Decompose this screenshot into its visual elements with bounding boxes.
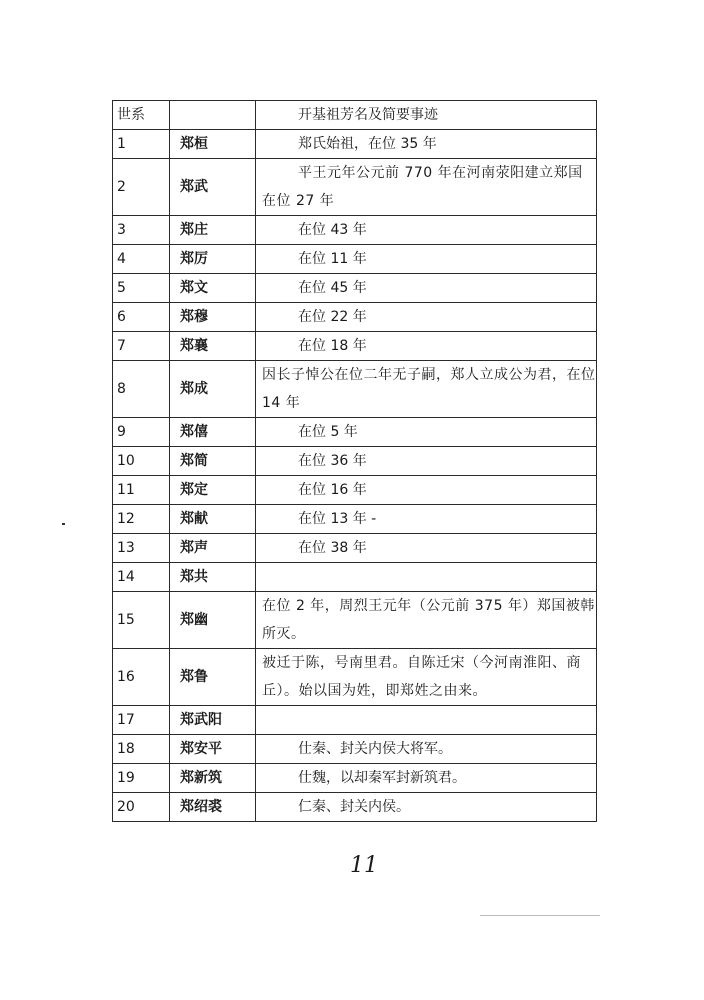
generation-cell: 5 xyxy=(113,274,170,303)
deeds-cell xyxy=(256,159,597,216)
deeds-cell xyxy=(256,476,597,505)
page-number: 11 xyxy=(350,853,378,878)
generation-cell: 11 xyxy=(113,476,170,505)
generation-cell: 4 xyxy=(113,245,170,274)
ancestor-name-cell: 郑厉 xyxy=(170,245,256,274)
ancestor-name-cell: 郑桓 xyxy=(170,130,256,159)
generation-cell: 12 xyxy=(113,505,170,534)
genealogy-table xyxy=(112,100,597,822)
deeds-text: 在位 16 年 xyxy=(298,482,367,498)
deeds-cell xyxy=(256,216,597,245)
table-row xyxy=(113,361,597,418)
table-body xyxy=(113,101,597,822)
table-row xyxy=(113,534,597,563)
deeds-text: 在位 38 年 xyxy=(298,540,367,556)
generation-cell: 19 xyxy=(113,764,170,793)
table-row xyxy=(113,303,597,332)
generation-cell: 8 xyxy=(113,361,170,418)
generation-cell: 17 xyxy=(113,706,170,735)
scan-speck xyxy=(62,523,65,525)
deeds-cell xyxy=(256,418,597,447)
generation-cell: 20 xyxy=(113,793,170,822)
table-row xyxy=(113,476,597,505)
ancestor-name-cell: 郑绍裘 xyxy=(170,793,256,822)
deeds-text: 在位 22 年 xyxy=(298,309,367,325)
generation-cell: 3 xyxy=(113,216,170,245)
ancestor-name-cell: 郑共 xyxy=(170,563,256,592)
ancestor-name-cell: 郑声 xyxy=(170,534,256,563)
generation-cell: 16 xyxy=(113,649,170,706)
deeds-cell xyxy=(256,592,597,649)
deeds-text: 在位 2 年，周烈王元年（公元前 375 年）郑国被韩所灭。 xyxy=(262,598,595,642)
deeds-text: 在位 43 年 xyxy=(298,222,367,238)
deeds-cell xyxy=(256,130,597,159)
deeds-text: 平王元年公元前 770 年在河南荥阳建立郑国在位 27 年 xyxy=(262,165,583,209)
scan-line xyxy=(480,915,600,916)
generation-cell: 1 xyxy=(113,130,170,159)
generation-cell: 10 xyxy=(113,447,170,476)
table-row xyxy=(113,418,597,447)
deeds-text: 仕魏，以却秦军封新筑君。 xyxy=(298,770,466,786)
deeds-text: 在位 13 年 - xyxy=(298,511,377,527)
ancestor-name-cell: 郑文 xyxy=(170,274,256,303)
deeds-cell xyxy=(256,332,597,361)
table-row xyxy=(113,332,597,361)
generation-cell: 2 xyxy=(113,159,170,216)
header-name xyxy=(170,101,256,130)
deeds-text: 仕秦、封关内侯大将军。 xyxy=(298,741,452,757)
table-row xyxy=(113,159,597,216)
deeds-cell xyxy=(256,534,597,563)
deeds-text: 在位 11 年 xyxy=(298,251,367,267)
table-row xyxy=(113,649,597,706)
deeds-text: 被迁于陈，号南里君。自陈迁宋（今河南淮阳、商丘）。始以国为姓，即郑姓之由来。 xyxy=(262,655,581,699)
table-row xyxy=(113,764,597,793)
deeds-text: 在位 45 年 xyxy=(298,280,367,296)
table-row xyxy=(113,563,597,592)
deeds-text: 仁秦、封关内侯。 xyxy=(298,799,410,815)
deeds-text: 在位 18 年 xyxy=(298,338,367,354)
deeds-cell xyxy=(256,303,597,332)
header-notes xyxy=(256,101,597,130)
ancestor-name-cell: 郑成 xyxy=(170,361,256,418)
deeds-cell xyxy=(256,447,597,476)
generation-cell: 14 xyxy=(113,563,170,592)
ancestor-name-cell: 郑襄 xyxy=(170,332,256,361)
table-row xyxy=(113,130,597,159)
ancestor-name-cell: 郑庄 xyxy=(170,216,256,245)
deeds-cell xyxy=(256,649,597,706)
ancestor-name-cell: 郑简 xyxy=(170,447,256,476)
generation-cell: 7 xyxy=(113,332,170,361)
ancestor-name-cell: 郑献 xyxy=(170,505,256,534)
ancestor-name-cell: 郑新筑 xyxy=(170,764,256,793)
deeds-cell xyxy=(256,706,597,735)
table-header-row xyxy=(113,101,597,130)
deeds-cell xyxy=(256,361,597,418)
ancestor-name-cell: 郑僖 xyxy=(170,418,256,447)
table-row xyxy=(113,706,597,735)
table-row xyxy=(113,245,597,274)
table-row xyxy=(113,735,597,764)
table-row xyxy=(113,592,597,649)
ancestor-name-cell: 郑穆 xyxy=(170,303,256,332)
deeds-text: 在位 36 年 xyxy=(298,453,367,469)
deeds-cell xyxy=(256,764,597,793)
table-row xyxy=(113,274,597,303)
header-notes-text: 开基祖芳名及简要事迹 xyxy=(298,107,438,123)
table-row xyxy=(113,793,597,822)
table-row xyxy=(113,216,597,245)
deeds-cell xyxy=(256,563,597,592)
generation-cell: 6 xyxy=(113,303,170,332)
deeds-text: 在位 5 年 xyxy=(298,424,358,440)
ancestor-name-cell: 郑安平 xyxy=(170,735,256,764)
deeds-cell xyxy=(256,274,597,303)
ancestor-name-cell: 郑武 xyxy=(170,159,256,216)
ancestor-name-cell: 郑鲁 xyxy=(170,649,256,706)
ancestor-name-cell: 郑武阳 xyxy=(170,706,256,735)
table-row xyxy=(113,505,597,534)
ancestor-name-cell: 郑定 xyxy=(170,476,256,505)
deeds-cell xyxy=(256,505,597,534)
generation-cell: 15 xyxy=(113,592,170,649)
table-row xyxy=(113,447,597,476)
ancestor-name-cell: 郑幽 xyxy=(170,592,256,649)
generation-cell: 18 xyxy=(113,735,170,764)
generation-cell: 13 xyxy=(113,534,170,563)
deeds-cell xyxy=(256,245,597,274)
header-generation: 世系 xyxy=(113,101,170,130)
generation-cell: 9 xyxy=(113,418,170,447)
deeds-cell xyxy=(256,793,597,822)
deeds-text: 郑氏始祖，在位 35 年 xyxy=(298,136,437,152)
deeds-text: 因长子悼公在位二年无子嗣，郑人立成公为君，在位 14 年 xyxy=(262,367,596,411)
deeds-cell xyxy=(256,735,597,764)
